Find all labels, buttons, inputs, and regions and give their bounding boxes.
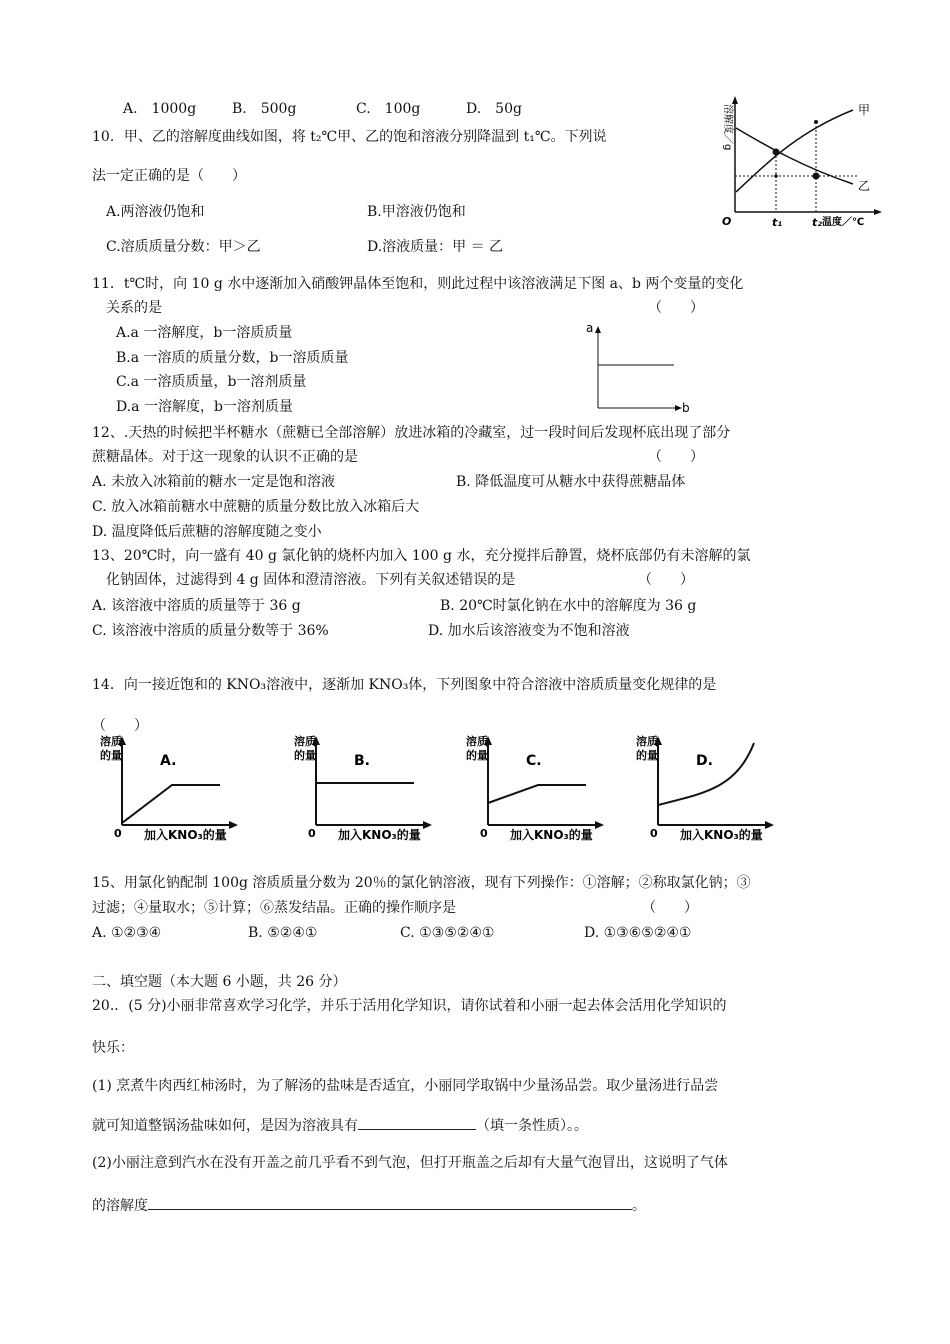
q20-stem-line1: 20.．(5 分)小丽非常喜欢学习化学，并乐于活用化学知识，请你试着和小丽一起去体会活用化学知识的 <box>92 998 727 1014</box>
origin-label: 0 <box>308 827 316 840</box>
q20-part2-blank[interactable] <box>148 1195 632 1210</box>
q15-option-d: D. ①③⑥⑤②④① <box>584 925 692 941</box>
x-axis-arrow <box>765 821 774 829</box>
graph-label: C. <box>526 753 542 769</box>
q15-stem-line2: 过滤；④量取水；⑤计算；⑥蒸发结晶。正确的操作顺序是 <box>92 900 456 916</box>
q13-answer-paren: （ ） <box>638 572 694 588</box>
q11-ab-figure <box>582 318 702 418</box>
q15-option-b: B. ⑤②④① <box>248 925 318 941</box>
q13-option-b: B. 20℃时氯化钠在水中的溶解度为 36 g <box>440 598 697 614</box>
solute-curve <box>488 785 586 803</box>
q20-part1-suffix: （填一条性质）。。 <box>476 1118 588 1134</box>
q10-option-d: D.溶液质量：甲 ＝ 乙 <box>367 239 504 255</box>
y-label: 溶质的量 <box>100 735 122 762</box>
q13-option-a: A. 该溶液中溶质的质量等于 36 g <box>92 598 301 614</box>
q20-part2-line1: (2)小丽注意到汽水在没有开盖之前几乎看不到气泡，但打开瓶盖之后却有大量气泡冒出，这说明了气体 <box>92 1155 728 1171</box>
q10-y-arrow <box>732 96 738 104</box>
q20-part1-blank[interactable] <box>358 1115 476 1130</box>
q10-x-label: 温度／℃ <box>822 217 865 228</box>
q12-option-d: D. 温度降低后蔗糖的溶解度随之变小 <box>92 524 322 540</box>
q14-graph-d <box>636 733 786 843</box>
q11-answer-paren: （ ） <box>648 300 704 316</box>
q10-point-yi-t2 <box>813 173 820 180</box>
q15-stem-line1: 15、用氯化钠配制 100g 溶质质量分数为 20％的氯化钠溶液，现有下列操作：①溶解；②称取氯化钠；③ <box>92 875 751 891</box>
q11-a-arrow <box>595 326 601 333</box>
origin-label: 0 <box>480 827 488 840</box>
q20-part1-line2 <box>92 1115 588 1136</box>
q12-option-a: A. 未放入冰箱前的糖水一定是饱和溶液 <box>92 474 336 490</box>
q10-curve-jia <box>736 110 853 192</box>
q11-option-d: D.a 一溶解度，b一溶剂质量 <box>116 399 293 415</box>
q10-t2-label: t₂ <box>812 216 823 229</box>
q11-b-arrow <box>675 405 682 411</box>
q13-stem-line2: 化钠固体，过滤得到 4 g 固体和澄清溶液。下列有关叙述错误的是 <box>106 572 516 588</box>
x-axis-arrow <box>229 821 238 829</box>
q14-graph-a <box>100 733 250 843</box>
q10-stem-line2: 法一定正确的是（ ） <box>92 168 246 184</box>
q20-part1-text: 就可知道整锅汤盐味如何，是因为溶液具有 <box>92 1118 358 1134</box>
graph-label: A. <box>160 753 177 769</box>
q14-answer-paren: （ ） <box>92 718 148 734</box>
q14-graph-b <box>294 733 444 843</box>
q10-solubility-figure <box>708 92 888 232</box>
q14-stem: 14．向一接近饱和的 KNO₃溶液中，逐渐加 KNO₃体，下列图象中符合溶液中溶质质量变化规律的是 <box>92 677 717 693</box>
q20-part1-line1: (1) 烹煮牛肉西红柿汤时，为了解汤的盐味是否适宜，小丽同学取锅中少量汤品尝。取少量汤进行品尝 <box>92 1078 719 1094</box>
q10-stem-line1: 10．甲、乙的溶解度曲线如图，将 t₂℃甲、乙的饱和溶液分别降温到 t₁℃。下列说 <box>92 129 607 145</box>
q20-part2-suffix: 。 <box>632 1198 646 1214</box>
q12-answer-paren: （ ） <box>648 449 704 465</box>
q9-option-c: C. 100g <box>356 101 421 117</box>
q12-stem-line1: 12、.天热的时候把半杯糖水（蔗糖已全部溶解）放进冰箱的冷藏室，过一段时间后发现杯底出现了部分 <box>92 425 731 441</box>
q9-option-a: A. 1000g <box>123 101 197 117</box>
q11-b-label: b <box>682 401 690 415</box>
q9-options <box>123 99 522 119</box>
q13-option-c: C. 该溶液中溶质的质量分数等于 36% <box>92 623 329 639</box>
q15-answer-paren: （ ） <box>642 900 698 916</box>
q9-option-d: D. 50g <box>466 101 522 117</box>
q10-option-a: A.两溶液仍饱和 <box>106 204 205 220</box>
q20-part2-text: 的溶解度 <box>92 1198 148 1214</box>
graph-label: B. <box>354 753 370 769</box>
q20-part2-line2 <box>92 1195 646 1216</box>
q11-option-c: C.a 一溶质质量，b一溶剂质量 <box>116 374 307 390</box>
q10-point-t1-dot <box>774 174 778 178</box>
q12-stem-line2: 蔗糖晶体。对于这一现象的认识不正确的是 <box>92 449 358 465</box>
x-label: 加入KNO₃的量 <box>144 828 227 842</box>
q20-stem-line2: 快乐： <box>92 1040 134 1056</box>
section-2-title: 二、填空题（本大题 6 小题，共 26 分） <box>92 974 347 990</box>
origin-label: 0 <box>114 827 122 840</box>
q13-option-d: D. 加水后该溶液变为不饱和溶液 <box>428 623 630 639</box>
q10-t1-label: t₁ <box>772 216 783 229</box>
q11-option-b: B.a 一溶质的质量分数，b一溶质质量 <box>116 350 349 366</box>
q11-a-label: a <box>586 321 594 335</box>
q10-y-label: 溶解度／g <box>722 104 733 151</box>
q15-option-c: C. ①③⑤②④① <box>400 925 495 941</box>
q12-option-c: C. 放入冰箱前糖水中蔗糖的质量分数比放入冰箱后大 <box>92 499 420 515</box>
q11-stem-line2: 关系的是 <box>106 300 162 316</box>
q12-option-b: B. 降低温度可从糖水中获得蔗糖晶体 <box>456 474 686 490</box>
q10-option-b: B.甲溶液仍饱和 <box>367 204 466 220</box>
q14-graph-c <box>466 733 616 843</box>
q10-jia-label: 甲 <box>858 103 871 117</box>
q13-stem-line1: 13、20℃时，向一盛有 40 g 氯化钠的烧杯内加入 100 g 水，充分搅拌后静置，烧杯底部仍有未溶解的氯 <box>92 548 751 564</box>
y-label: 溶质的量 <box>636 735 658 762</box>
graph-label: D. <box>696 753 713 769</box>
q10-x-arrow <box>874 209 882 215</box>
q10-intersection-point <box>773 149 780 156</box>
q11-option-a: A.a 一溶解度，b一溶质质量 <box>116 325 293 341</box>
solute-curve <box>122 785 220 823</box>
x-axis-arrow <box>595 821 604 829</box>
y-label: 溶质的量 <box>466 735 488 762</box>
q10-origin: O <box>722 215 732 228</box>
q10-option-c: C.溶质质量分数：甲＞乙 <box>106 239 261 255</box>
x-label: 加入KNO₃的量 <box>338 828 421 842</box>
x-label: 加入KNO₃的量 <box>510 828 593 842</box>
q9-option-b: B. 500g <box>232 101 297 117</box>
q10-yi-label: 乙 <box>858 179 871 193</box>
q11-stem-line1: 11．t℃时，向 10 g 水中逐渐加入硝酸钾晶体至饱和，则此过程中该溶液满足下图 a、b 两个变量的变化 <box>92 276 744 292</box>
q10-point-jia-t2 <box>814 120 818 124</box>
q15-option-a: A. ①②③④ <box>92 925 162 941</box>
y-label: 溶质的量 <box>294 735 316 762</box>
x-label: 加入KNO₃的量 <box>680 828 763 842</box>
x-axis-arrow <box>423 821 432 829</box>
origin-label: 0 <box>650 827 658 840</box>
